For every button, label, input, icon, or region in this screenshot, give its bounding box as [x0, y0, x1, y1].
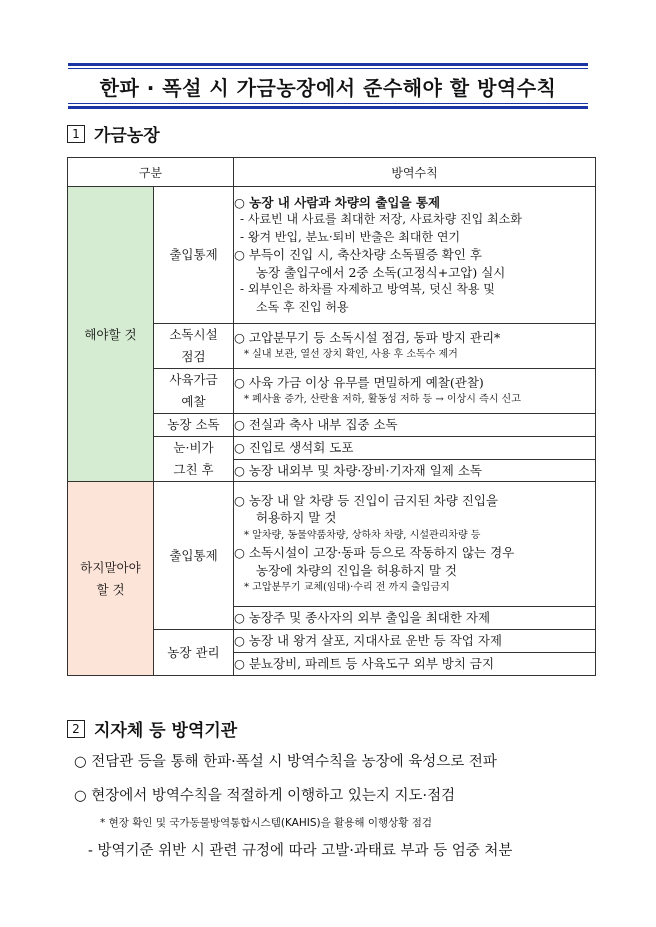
section-2-line-2: ○ 현장에서 방역수칙을 적절하게 이행하고 있는지 지도·점검 — [74, 788, 456, 804]
farm-disinfect-rules — [234, 414, 596, 437]
section-2-line-1: ○ 전담관 등을 통해 한파·폭설 시 방역수칙을 농장에 육성으로 전파 — [74, 754, 497, 770]
rule-line: ○ 사육 가금 이상 유무를 면밀하게 예찰(관찰) — [234, 374, 484, 390]
header-rules: 방역수칙 — [234, 158, 596, 187]
rule-line: ○ 농장 내 왕겨 살포, 지대사료 운반 등 작업 자제 — [234, 633, 502, 649]
section-2-heading — [67, 716, 237, 741]
rule-note: * 알차량, 동물약품차량, 상하차 차량, 시설관리차량 등 — [244, 529, 481, 541]
section-2-note: * 현장 확인 및 국가동물방역통합시스템(KAHIS)을 활용해 이행상황 점검 — [100, 817, 433, 829]
rule-line: 농장에 차량의 진입을 허용하지 말 것 — [256, 562, 457, 578]
sub-farm-manage: 농장 관리 — [154, 630, 234, 676]
sub-after-snow-line-1: 눈·비가 — [173, 440, 214, 455]
sub-observe — [154, 369, 234, 414]
rule-note: * 폐사율 증가, 산란율 저하, 활동성 저하 등 → 이상시 즉시 신고 — [244, 394, 521, 405]
after-snow-rule-1 — [234, 437, 596, 460]
do-category — [68, 187, 154, 482]
rule-line: ○ 부득이 진입 시, 축산차량 소독필증 확인 후 — [234, 247, 482, 263]
rule-line: 허용하지 말 것 — [256, 510, 337, 525]
dont-access-rule-last — [234, 607, 596, 630]
rule-line: ○ 농장 내 사람과 차량의 출입을 통제 — [234, 194, 441, 210]
sub-access: 출입통제 — [154, 187, 234, 324]
sub-farm-disinfect: 농장 소독 — [154, 414, 234, 437]
rule-line: ○ 농장 내외부 및 차량·장비·기자재 일제 소독 — [234, 462, 482, 478]
sub-disinfect — [154, 324, 234, 369]
rule-line: ○ 고압분무기 등 소독시설 점검, 동파 방지 관리* — [234, 329, 501, 345]
dont-category-label-1: 하지말아야 — [80, 559, 141, 575]
rule-line: ○ 농장 내 알 차량 등 진입이 금지된 차량 진입을 — [234, 492, 499, 508]
section-1-heading — [67, 121, 160, 146]
section-1-title: 가금농장 — [94, 126, 160, 146]
title-box — [68, 63, 588, 109]
sub-disinfect-line-2: 점검 — [181, 349, 206, 364]
sub-after-snow — [154, 437, 234, 482]
after-snow-rule-2 — [234, 459, 596, 482]
table-row — [68, 187, 596, 324]
section-2-number: 2 — [67, 720, 85, 738]
observe-rules — [234, 369, 596, 414]
rule-line: ○ 전실과 축사 내부 집중 소독 — [234, 417, 398, 433]
sub-observe-line-2: 예찰 — [181, 394, 206, 409]
header-category: 구분 — [68, 158, 234, 187]
access-rules — [234, 187, 596, 324]
section-2-line-3: - 방역기준 위반 시 관련 규정에 따라 고발·과태료 부과 등 엄중 처분 — [88, 843, 513, 859]
table-row — [68, 482, 596, 607]
rule-line: ○ 소독시설이 고장·동파 등으로 작동하지 않는 경우 — [234, 545, 515, 560]
dont-category — [68, 482, 154, 676]
sub-disinfect-line-1: 소독시설 — [169, 327, 218, 342]
rule-line: ○ 진입로 생석회 도포 — [234, 440, 354, 455]
rule-line: - 외부인은 하차를 자제하고 방역복, 덧신 착용 및 — [240, 282, 495, 297]
rule-line: ○ 분뇨장비, 파레트 등 사육도구 외부 방치 금지 — [234, 656, 495, 672]
table-header-row — [68, 158, 596, 187]
farm-manage-rule-2 — [234, 653, 596, 676]
disinfect-rules — [234, 324, 596, 369]
rule-note: * 고압분무기 교체(임대)·수리 전 까지 출입금지 — [244, 582, 450, 593]
section-1-number: 1 — [67, 125, 85, 143]
section-2-title: 지자체 등 방역기관 — [94, 721, 238, 741]
page-title: 한파 · 폭설 시 가금농장에서 준수해야 할 방역수칙 — [99, 75, 557, 100]
sub-after-snow-line-2: 그친 후 — [173, 462, 214, 477]
rule-line: ○ 농장주 및 종사자의 외부 출입을 최대한 자제 — [234, 610, 491, 626]
dont-access-rules — [234, 482, 596, 607]
rule-line: 농장 출입구에서 2중 소독(고정식+고압) 실시 — [256, 264, 506, 280]
farm-manage-rule-1 — [234, 630, 596, 653]
sub-observe-line-1: 사육가금 — [169, 372, 218, 387]
dont-category-label-2: 할 것 — [96, 581, 125, 597]
do-category-label: 해야할 것 — [84, 327, 137, 342]
rule-line: - 사료빈 내 사료를 최대한 저장, 사료차량 진입 최소화 — [240, 212, 522, 227]
rule-note: * 실내 보관, 열선 장치 확인, 사용 후 소독수 제거 — [244, 349, 458, 360]
rule-line: - 왕겨 반입, 분뇨·퇴비 반출은 최대한 연기 — [240, 229, 461, 244]
rules-table — [67, 157, 596, 676]
rule-line: 소독 후 진입 허용 — [256, 299, 349, 314]
sub-dont-access: 출입통제 — [154, 482, 234, 630]
